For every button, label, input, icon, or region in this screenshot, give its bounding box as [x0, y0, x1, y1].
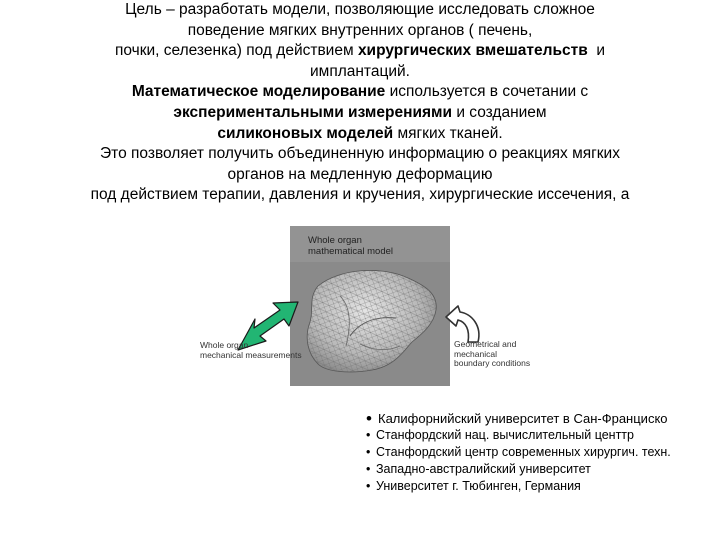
list-item — [366, 461, 716, 478]
bullet-icon: • — [366, 462, 371, 476]
bullet-icon: • — [366, 479, 371, 493]
emphasis-experimental: экспериментальными измерениями — [173, 103, 453, 121]
caption-line: mechanical measurements — [200, 349, 302, 360]
intro-text-span: и — [587, 42, 606, 60]
list-item — [366, 410, 716, 427]
caption-line: Whole organ — [308, 235, 362, 246]
organ-model-figure — [200, 226, 540, 386]
intro-line — [20, 124, 700, 145]
caption-line: mathematical model — [308, 246, 394, 257]
intro-line — [20, 0, 700, 21]
intro-text-span: органов на медленную деформацию — [227, 165, 493, 183]
university-name: Калифорнийский университет в Сан-Франциско — [378, 411, 668, 426]
caption-line: Geometrical and mechanical — [454, 339, 517, 359]
university-name: Университет г. Тюбинген, Германия — [376, 479, 581, 493]
intro-line — [20, 21, 700, 42]
intro-text-span: мягких тканей. — [393, 124, 503, 142]
bullet-icon: • — [366, 409, 372, 428]
list-item — [366, 427, 716, 444]
intro-text-span: и созданием — [452, 103, 547, 121]
university-name: Станфордский центр современных хирургич. техн. — [376, 445, 671, 459]
emphasis-silicone: силиконовых моделей — [217, 124, 394, 142]
curved-arrow — [446, 306, 479, 342]
intro-text — [20, 0, 700, 206]
bullet-icon: • — [366, 445, 371, 459]
intro-line — [20, 41, 700, 62]
intro-line — [20, 103, 700, 124]
caption-line: boundary conditions — [454, 358, 531, 368]
caption-line: Whole organ — [200, 340, 249, 350]
intro-text-span: поведение мягких внутренних органов ( печень, — [187, 21, 533, 39]
emphasis-math-modeling: Математическое моделирование — [131, 83, 386, 101]
list-item — [366, 444, 716, 461]
intro-line — [20, 185, 700, 206]
intro-text-span: Это позволяет получить объединенную информацию о реакциях мягких — [100, 145, 620, 163]
university-name: Станфордский нац. вычислительный центтр — [376, 428, 634, 442]
emphasis-surgical: хирургических вмешательств — [357, 42, 588, 60]
intro-line — [20, 62, 700, 83]
intro-text-span: имплантаций. — [310, 62, 410, 80]
bullet-icon: • — [366, 428, 371, 442]
university-list — [366, 410, 716, 495]
intro-line — [20, 165, 700, 186]
list-item — [366, 478, 716, 495]
intro-line — [20, 144, 700, 165]
boundary-conditions-caption — [454, 340, 544, 369]
measurements-caption — [200, 341, 310, 360]
university-name: Западно-австралийский университет — [376, 462, 591, 476]
intro-line — [20, 82, 700, 103]
intro-text-span: используется в сочетании с — [385, 83, 589, 101]
intro-text-span: почки, селезенка) под действием — [114, 42, 358, 60]
intro-text-span: под действием терапии, давления и кручения, хирургические иссечения, а — [90, 186, 630, 204]
organ-model-caption — [308, 235, 398, 257]
intro-text-span: Цель – разработать модели, позволяющие исследовать сложное — [125, 1, 595, 18]
